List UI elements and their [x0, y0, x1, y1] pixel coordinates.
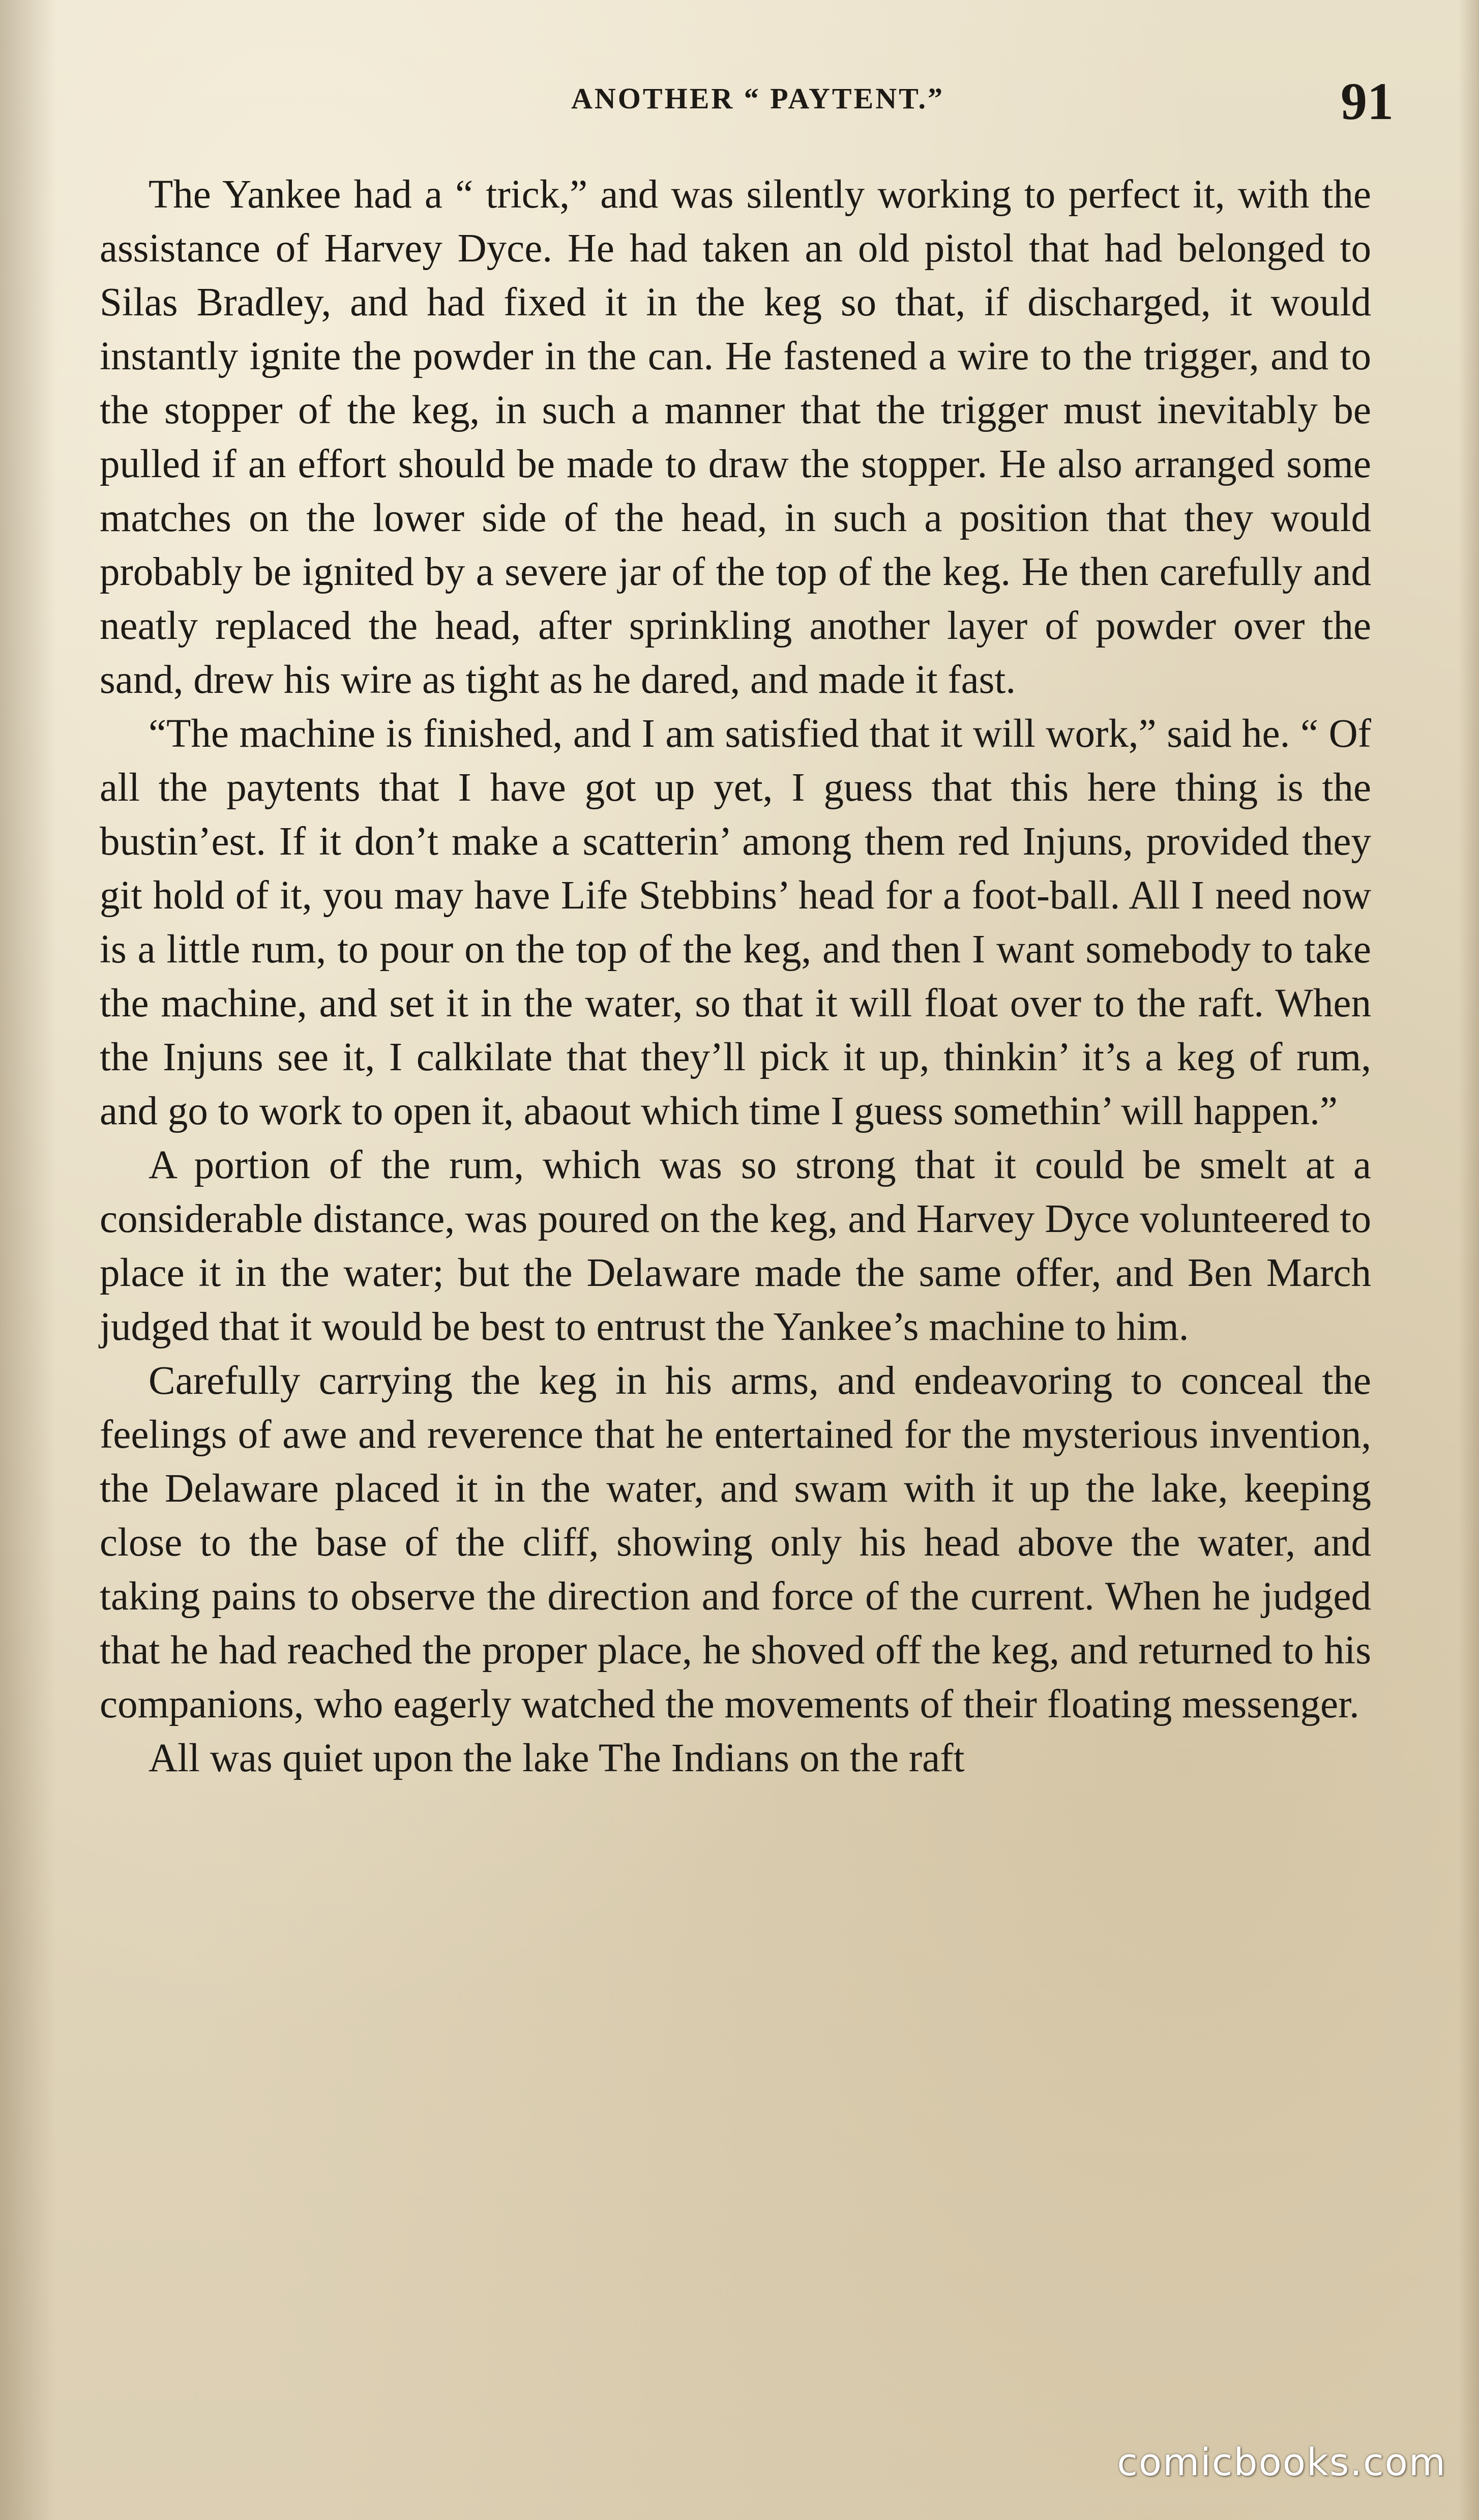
gutter-shadow — [0, 0, 56, 2520]
page-header — [102, 71, 1394, 137]
watermark: comicbooks.com — [1117, 2441, 1446, 2484]
paragraph: “The machine is finished, and I am satisfied that it will work,” said he. “ Of all the paytents that I have got up yet, I guess that this here thing is the bustin’est. If it don’t make a scatterin’ among them red Injuns, provided they git hold of it, you may have Life Stebbins’ head for a foot-ball. All I need now is a little rum, to pour on the top of the keg, and then I want somebody to take the machine, and set it in the water, so that it will float over to the raft. When the Injuns see it, I calkilate that they’ll pick it up, thinkin’ it’s a keg of rum, and go to work to open it, abaout which time I guess somethin’ will happen.” — [100, 712, 1371, 1133]
page-number: 91 — [1341, 72, 1394, 131]
body-text — [100, 168, 1371, 1785]
paragraph: A portion of the rum, which was so strong that it could be smelt at a considerable distance, was poured on the keg, and Harvey Dyce volunteered to place it in the water; but the Delaware made the same offer, and Ben March judged that it would be best to entrust the Yankee’s machine to him. — [100, 1143, 1371, 1349]
page-edge — [1459, 0, 1479, 2520]
paragraph: Carefully carrying the keg in his arms, and endeavoring to conceal the feelings of awe and reverence that he entertained for the mysterious invention, the Delaware placed it in the water, and swam with it up the lake, keeping close to the base of the cliff, showing only his head above the water, and taking pains to observe the direction and force of the current. When he judged that he had reached the proper place, he shoved off the keg, and returned to his companions, who eagerly watched the movements of their floating messenger. — [100, 1359, 1371, 1726]
paragraph: All was quiet upon the lake The Indians on the raft — [149, 1736, 965, 1780]
running-head: ANOTHER “ PAYTENT.” — [571, 82, 944, 115]
paragraph: The Yankee had a “ trick,” and was silently working to perfect it, with the assistance of Harvey Dyce. He had taken an old pistol that had belonged to Silas Bradley, and had fixed it in the keg so that, if discharged, it would instantly ignite the powder in the can. He fastened a wire to the trigger, and to the stopper of the keg, in such a manner that the trigger must inevitably be pulled if an effort should be made to draw the stopper. He also arranged some matches on the lower side of the head, in such a position that they would probably be ignited by a severe jar of the top of the keg. He then carefully and neatly replaced the head, after sprinkling another layer of powder over the sand, drew his wire as tight as he dared, and made it fast. — [100, 172, 1371, 702]
